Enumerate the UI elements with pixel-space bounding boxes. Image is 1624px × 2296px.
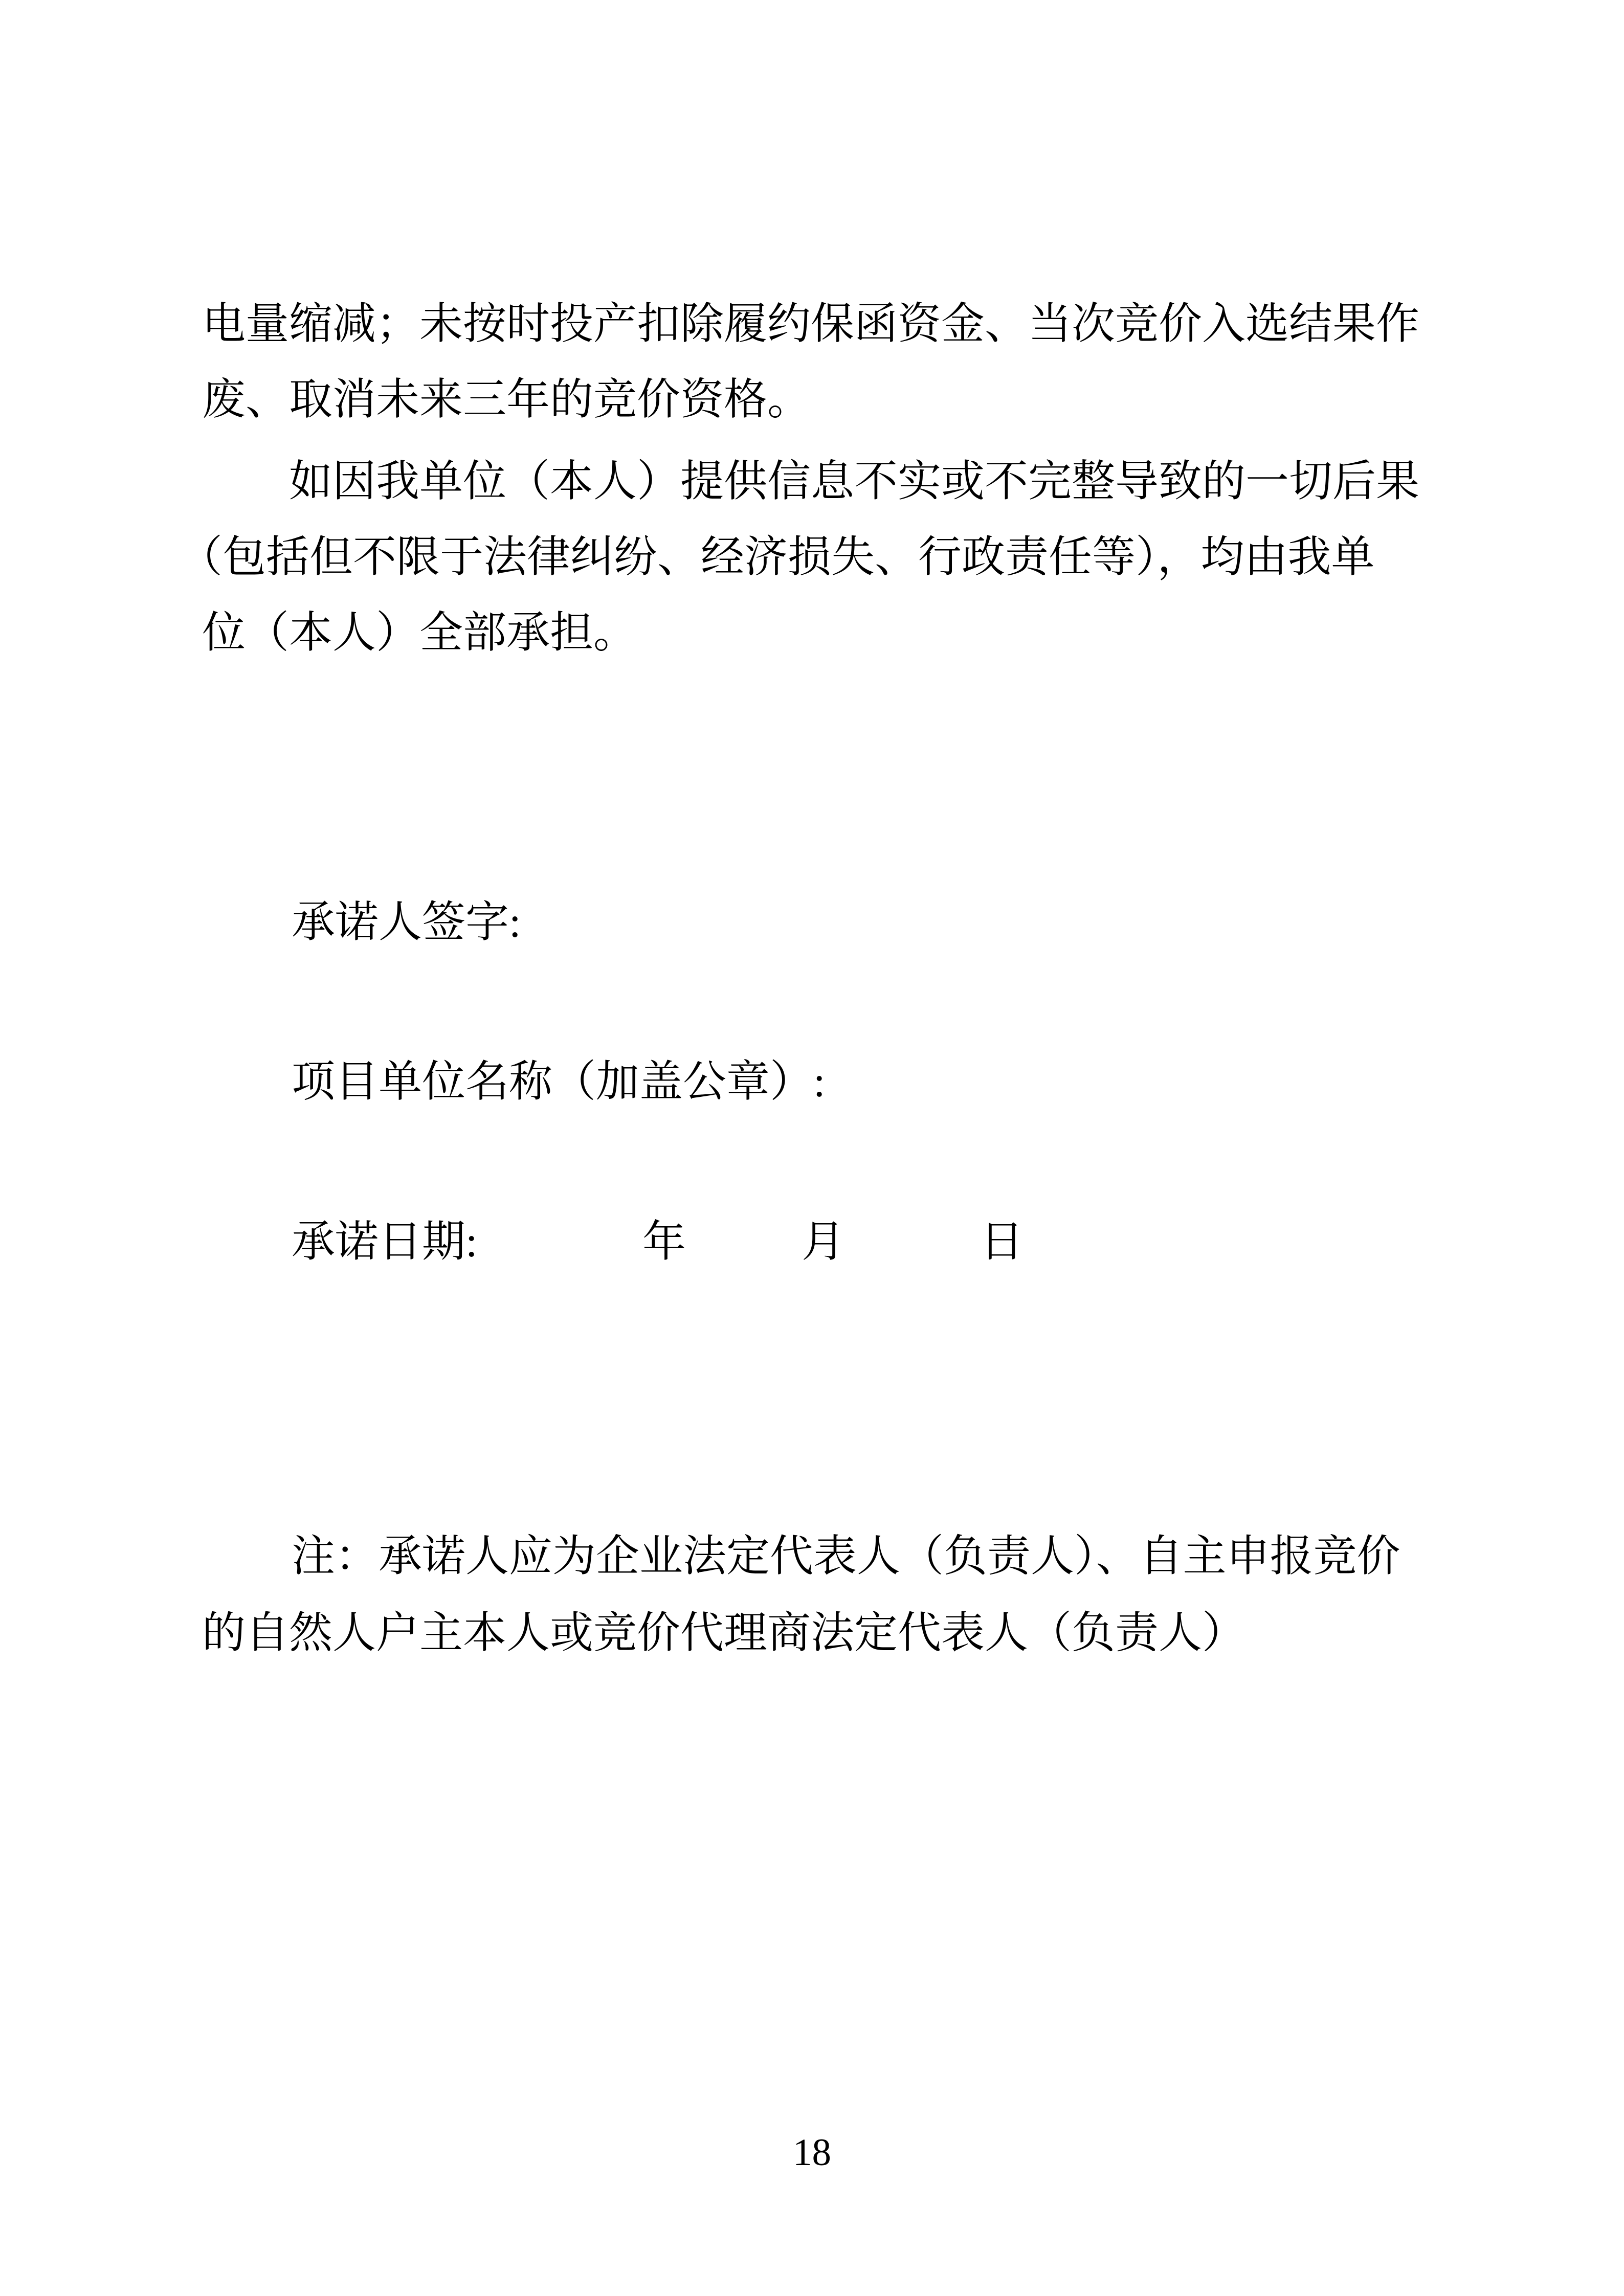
note-line1: 注：承诺人应为企业法定代表人（负责人）、自主申报竞价 bbox=[292, 1533, 1400, 1581]
signer-signature-label: 承诺人签字: bbox=[292, 898, 521, 947]
body-paragraph2-line1: 如因我单位（本人）提供信息不实或不完整导致的一切后果 bbox=[289, 458, 1420, 506]
date-month-char: 月 bbox=[802, 1218, 846, 1266]
body-paragraph2-line2: （包括但不限于法律纠纷、经济损失、行政责任等），均由我单 bbox=[179, 533, 1375, 581]
body-paragraph1-line1: 电量缩减；未按时投产扣除履约保函资金、当次竞价入选结果作 bbox=[202, 300, 1420, 348]
note-line2: 的自然人户主本人或竞价代理商法定代表人（负责人） bbox=[202, 1609, 1246, 1657]
body-paragraph2-line3: 位（本人）全部承担。 bbox=[202, 609, 637, 657]
body-paragraph1-line2: 废、取消未来三年的竞价资格。 bbox=[202, 376, 811, 424]
page-number: 18 bbox=[793, 2131, 831, 2174]
date-day-char: 日 bbox=[980, 1218, 1024, 1266]
date-year-char: 年 bbox=[642, 1218, 686, 1266]
project-unit-seal-label: 项目单位名称（加盖公章）: bbox=[292, 1058, 826, 1106]
commitment-date-label: 承诺日期: bbox=[292, 1218, 478, 1266]
